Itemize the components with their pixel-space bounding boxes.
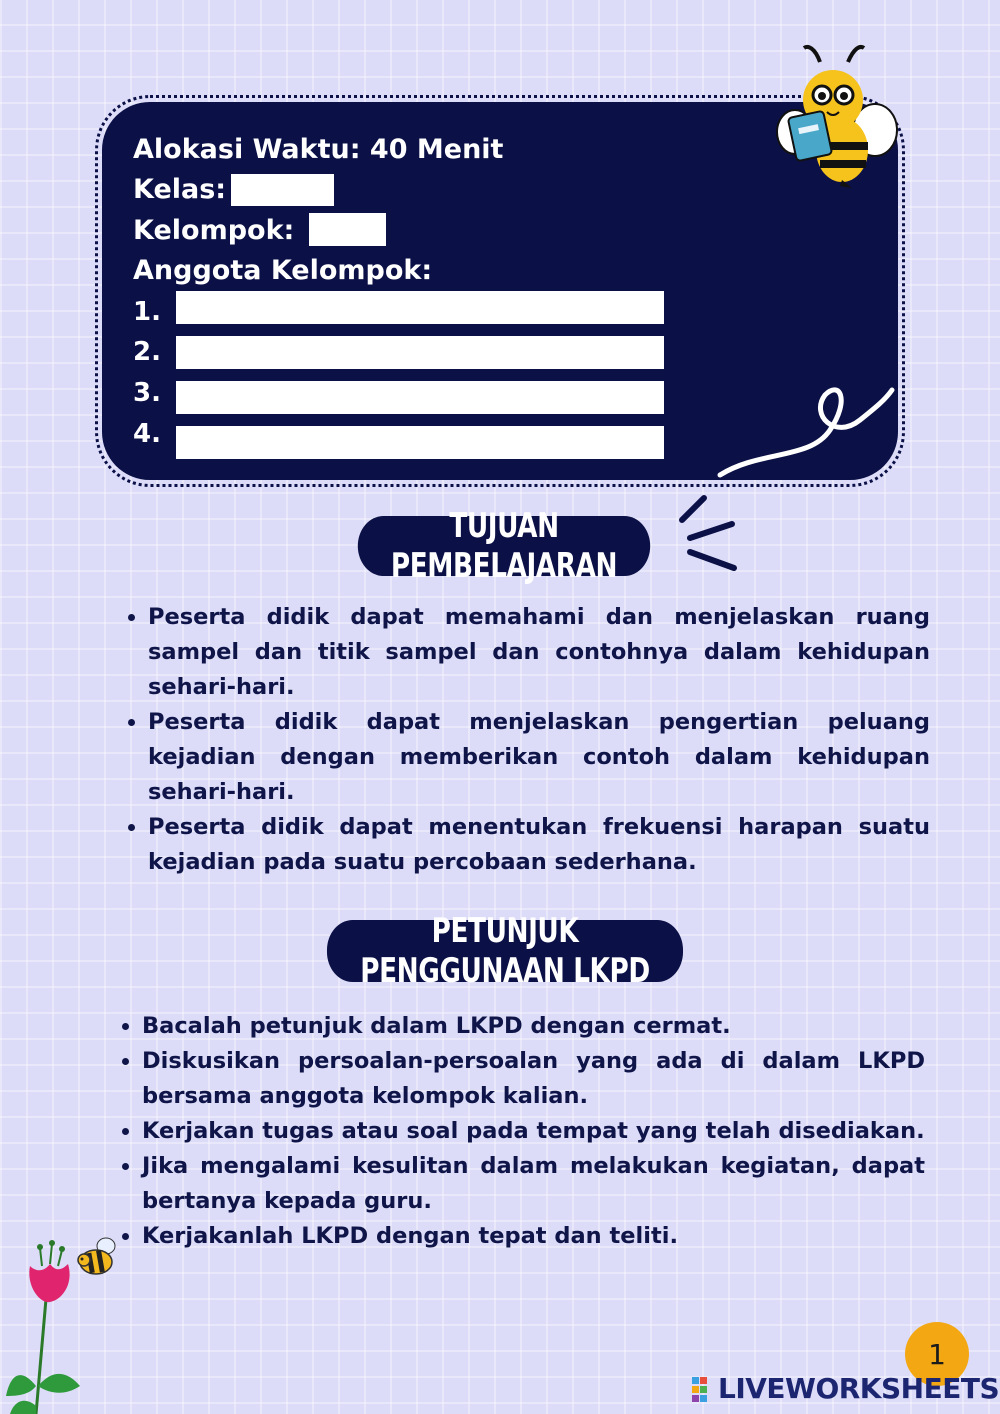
- member-field-2[interactable]: [176, 336, 664, 369]
- accent-lines-decoration: [676, 490, 746, 580]
- tujuan-title: TUJUAN PEMBELAJARAN: [358, 516, 650, 576]
- list-item: • Diskusikan persoalan-persoalan yang ada di dalam LKPD bersama anggota kelompok kalian.: [142, 1044, 925, 1114]
- small-bee-icon: [76, 1232, 120, 1280]
- member-field-1[interactable]: [176, 291, 664, 324]
- petunjuk-list: [116, 1009, 925, 1254]
- member-number: 1.: [133, 297, 161, 327]
- list-item: • Peserta didik dapat memahami dan menjelaskan ruang sampel dan titik sampel dan contohnya dalam kehidupan sehari-hari.: [148, 600, 930, 705]
- liveworksheets-brand[interactable]: LIVEWORKSHEETS: [718, 1372, 1000, 1405]
- list-item: • Peserta didik dapat menjelaskan pengertian peluang kejadian dengan memberikan contoh dalam kehidupan sehari-hari.: [148, 705, 930, 810]
- kelompok-field[interactable]: [309, 213, 386, 246]
- list-item: • Bacalah petunjuk dalam LKPD dengan cermat.: [142, 1009, 925, 1044]
- member-number: 2.: [133, 337, 161, 367]
- petunjuk-title: PETUNJUK PENGGUNAAN LKPD: [327, 920, 683, 982]
- member-number: 4.: [133, 419, 161, 449]
- kelompok-label: Kelompok:: [133, 215, 295, 246]
- page-number-badge: 1: [905, 1322, 969, 1386]
- member-field-4[interactable]: [176, 426, 664, 459]
- member-number: 3.: [133, 378, 161, 408]
- liveworksheets-logo-icon: [692, 1377, 716, 1403]
- alokasi-waktu: Alokasi Waktu: 40 Menit: [133, 134, 504, 165]
- anggota-label: Anggota Kelompok:: [133, 255, 433, 286]
- kelas-field[interactable]: [231, 174, 334, 206]
- kelas-label: Kelas:: [133, 174, 227, 205]
- tujuan-list: [122, 600, 930, 880]
- list-item: • Kerjakan tugas atau soal pada tempat yang telah disediakan.: [142, 1114, 925, 1149]
- list-item: • Kerjakanlah LKPD dengan tepat dan teliti.: [142, 1219, 925, 1254]
- member-field-3[interactable]: [176, 381, 664, 414]
- bee-mascot-icon: [770, 40, 900, 190]
- list-item: • Peserta didik dapat menentukan frekuensi harapan suatu kejadian pada suatu percobaan sederhana.: [148, 810, 930, 880]
- squiggle-decoration: [700, 380, 900, 490]
- list-item: • Jika mengalami kesulitan dalam melakukan kegiatan, dapat bertanya kepada guru.: [142, 1149, 925, 1219]
